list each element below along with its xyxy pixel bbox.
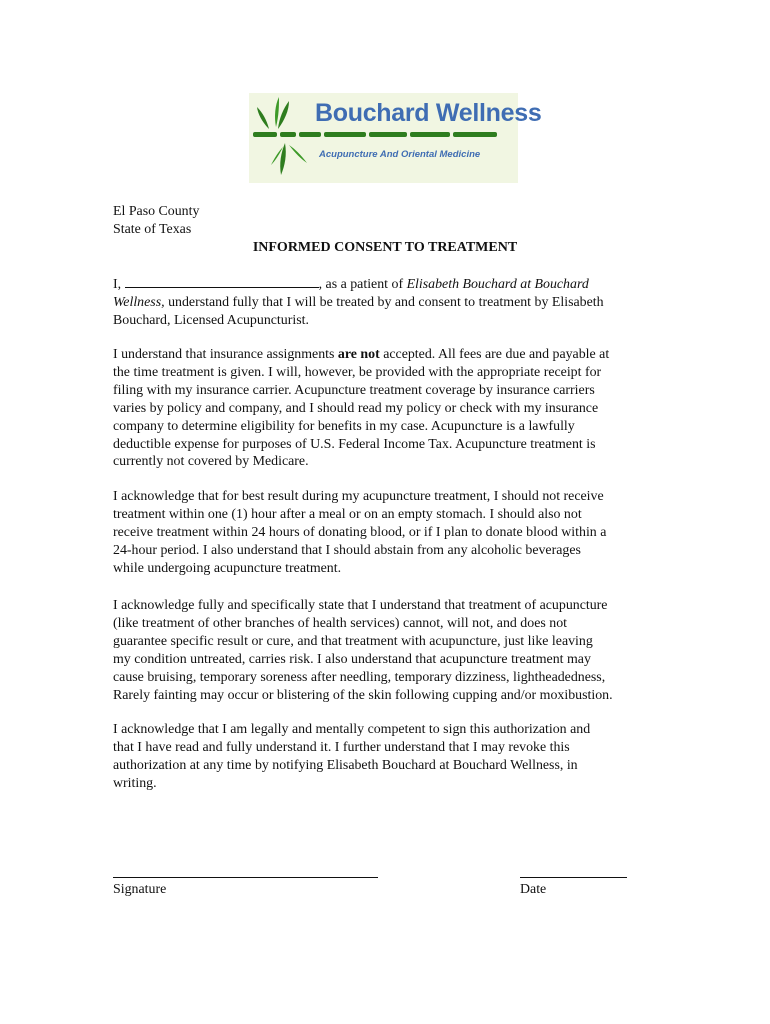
intro-prefix: I, [113, 277, 122, 292]
competence-line: authorization at any time by notifying Elisabeth Bouchard at Bouchard Wellness, in [113, 757, 578, 773]
competence-line: writing. [113, 775, 157, 791]
risks-line: guarantee specific result or cure, and that treatment with acupuncture, just like leaving [113, 633, 593, 649]
insurance-line: filing with my insurance carrier. Acupuncture treatment coverage by insurance carriers [113, 382, 595, 398]
best-result-line: receive treatment within 24 hours of donating blood, or if I plan to donate blood within a [113, 524, 607, 540]
best-result-line: 24-hour period. I also understand that I should abstain from any alcoholic beverages [113, 542, 581, 558]
insurance-line: company to determine eligibility for benefits in my case. Acupuncture is a lawfully [113, 418, 575, 434]
insurance-line-1 [113, 346, 673, 364]
best-result-paragraph [113, 488, 673, 578]
best-result-line: while undergoing acupuncture treatment. [113, 560, 342, 576]
document-title: INFORMED CONSENT TO TREATMENT [252, 240, 518, 255]
practitioner-name: Elisabeth Bouchard at Bouchard [406, 277, 589, 292]
risks-paragraph [113, 597, 673, 704]
signature-line[interactable] [113, 877, 378, 878]
date-label: Date [520, 882, 547, 897]
risks-line: Rarely fainting may occur or blistering of the skin following cupping and/or moxibustion. [113, 687, 613, 703]
competence-paragraph [113, 721, 673, 793]
risks-line: (like treatment of other branches of health services) cannot, will not, and does not [113, 615, 567, 631]
competence-line: that I have read and fully understand it. I further understand that I may revoke this [113, 739, 570, 755]
date-line[interactable] [520, 877, 627, 878]
insurance-line: currently not covered by Medicare. [113, 454, 309, 470]
competence-line: I acknowledge that I am legally and mentally competent to sign this authorization and [113, 722, 591, 737]
intro-line-1 [113, 275, 673, 294]
risks-line: cause bruising, temporary soreness after needling, temporary dizziness, lightheadedness, [113, 669, 606, 685]
insurance-line: the time treatment is given. I will, however, be provided with the appropriate receipt for [113, 364, 602, 380]
patient-name-blank[interactable] [125, 275, 319, 288]
logo-tagline: Acupuncture And Oriental Medicine [319, 149, 481, 160]
risks-line: I acknowledge fully and specifically state that I understand that treatment of acupuncture [113, 598, 608, 613]
insurance-line-1a: I understand that insurance assignments [113, 347, 335, 362]
intro-line-2-text: understand fully that I will be treated by and consent to treatment by Elisabeth [168, 294, 604, 310]
state-text: State of Texas [113, 222, 192, 237]
intro-paragraph [113, 275, 673, 330]
bouchard-wellness-logo [249, 93, 542, 183]
insurance-line: varies by policy and company, and I should read my policy or check with my insurance [113, 400, 599, 416]
insurance-paragraph [113, 346, 673, 471]
best-result-line: treatment within one (1) hour after a meal or on an empty stomach. I should also not [113, 506, 582, 522]
insurance-line-1b: accepted. All fees are due and payable at [383, 347, 610, 362]
logo-name: Bouchard Wellness [315, 99, 542, 127]
best-result-line: I acknowledge that for best result during my acupuncture treatment, I should not receive [113, 489, 604, 504]
risks-line: my condition untreated, carries risk. I also understand that acupuncture treatment may [113, 651, 591, 667]
intro-middle: , as a patient of [318, 277, 404, 292]
insurance-line: deductible expense for purposes of U.S. Federal Income Tax. Acupuncture treatment is [113, 436, 596, 452]
county-text: El Paso County [113, 204, 200, 219]
are-not-bold: are not [337, 347, 380, 362]
intro-line-3: Bouchard, Licensed Acupuncturist. [113, 312, 309, 328]
signature-label: Signature [113, 882, 167, 897]
practice-name: Wellness, [113, 294, 165, 310]
intro-line-2 [113, 294, 673, 312]
